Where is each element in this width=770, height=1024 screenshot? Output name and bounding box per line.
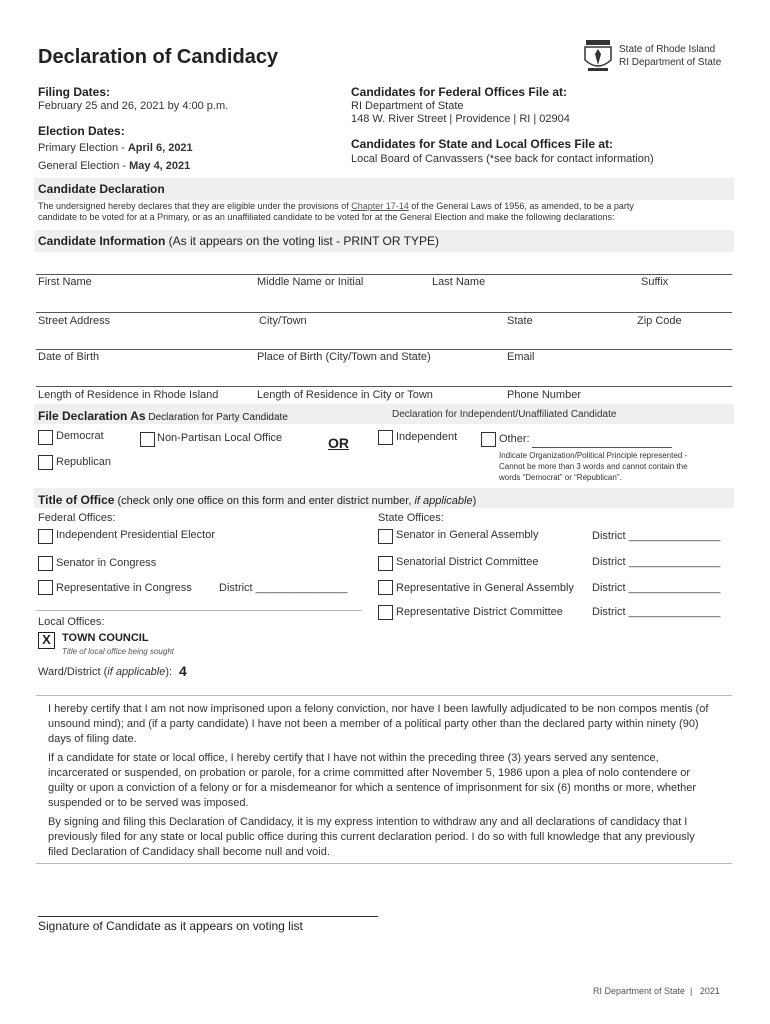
- email-label: Email: [507, 351, 535, 363]
- senator-congress-checkbox[interactable]: [38, 556, 53, 571]
- other-label: Other:: [499, 433, 530, 445]
- pob-label: Place of Birth (City/Town and State): [257, 351, 431, 363]
- senate-committee-checkbox[interactable]: [378, 556, 393, 571]
- rep-congress-district[interactable]: District _______________: [219, 582, 348, 594]
- rep-committee-label: Representative District Committee: [396, 606, 563, 618]
- elector-checkbox[interactable]: [38, 529, 53, 544]
- rep-committee-checkbox[interactable]: [378, 605, 393, 620]
- local-office-checkbox[interactable]: X: [38, 632, 55, 649]
- signature-line[interactable]: [38, 916, 378, 917]
- res-city-label: Length of Residence in City or Town: [257, 389, 433, 401]
- last-name-label: Last Name: [432, 276, 486, 288]
- local-offices-label: Local Offices:: [38, 616, 105, 628]
- state-filing-line-1: Local Board of Canvassers (*see back for contact information): [351, 153, 654, 165]
- rep-committee-district[interactable]: District _______________: [592, 606, 721, 618]
- other-note-2: Cannot be more than 3 words and cannot contain the: [499, 462, 688, 471]
- rep-congress-label: Representative in Congress: [56, 582, 192, 594]
- other-note-3: words “Democrat” or “Republican”.: [499, 473, 622, 482]
- ward-label: Ward/District (if applicable):: [38, 666, 173, 678]
- republican-label: Republican: [56, 456, 112, 468]
- nonpartisan-label: Non-Partisan Local Office: [157, 432, 283, 444]
- independent-label: Independent: [396, 431, 458, 443]
- or-divider: OR: [328, 435, 349, 451]
- other-checkbox[interactable]: [481, 432, 496, 447]
- rep-ga-label: Representative in General Assembly: [396, 582, 574, 594]
- federal-filing-line-2: 148 W. River Street | Providence | RI | 02904: [351, 113, 570, 125]
- local-office-caption: Title of local office being sought: [62, 647, 174, 656]
- zip-label: Zip Code: [637, 315, 682, 327]
- independent-checkbox[interactable]: [378, 430, 393, 445]
- footer-text: RI Department of State | 2021: [593, 986, 720, 996]
- street-label: Street Address: [38, 315, 111, 327]
- state-label: State: [507, 315, 533, 327]
- declaration-text-2: candidate to be voted for at a Primary, or as an unaffiliated candidate to be voted for at the General Election and make the following declarations:: [38, 212, 615, 222]
- federal-filing-heading: Candidates for Federal Offices File at:: [351, 85, 568, 99]
- signature-label: Signature of Candidate as it appears on voting list: [38, 919, 303, 933]
- cert-paragraph-3: By signing and filing this Declaration of Candidacy, it is my express intention to withdraw any and all declarations of candidacy that I previously filed for any state or local public office during this current declaration period. I do so with full knowledge that any previously filed Declaration of Candidacy shall become null and void.: [48, 816, 695, 858]
- senate-committee-label: Senatorial District Committee: [396, 556, 539, 568]
- page-title: Declaration of Candidacy: [38, 46, 279, 68]
- rep-congress-checkbox[interactable]: [38, 580, 53, 595]
- filing-dates-heading: Filing Dates:: [38, 85, 111, 99]
- ward-value[interactable]: 4: [179, 663, 187, 679]
- democrat-checkbox[interactable]: [38, 430, 53, 445]
- state-filing-heading: Candidates for State and Local Offices File at:: [351, 137, 614, 151]
- senator-ga-checkbox[interactable]: [378, 529, 393, 544]
- rep-ga-checkbox[interactable]: [378, 580, 393, 595]
- address-line[interactable]: [36, 312, 732, 313]
- nonpartisan-checkbox[interactable]: [140, 432, 155, 447]
- declaration-heading: Candidate Declaration: [38, 182, 165, 196]
- candidate-info-heading: Candidate Information (As it appears on the voting list - PRINT OR TYPE): [38, 234, 439, 248]
- office-heading: Title of Office (check only one office on this form and enter district number, if applicable): [38, 493, 477, 507]
- other-input[interactable]: [532, 447, 672, 448]
- federal-filing-line-1: RI Department of State: [351, 100, 464, 112]
- senate-committee-district[interactable]: District _______________: [592, 556, 721, 568]
- federal-offices-label: Federal Offices:: [38, 512, 116, 524]
- republican-checkbox[interactable]: [38, 455, 53, 470]
- res-ri-label: Length of Residence in Rhode Island: [38, 389, 219, 401]
- local-office-value[interactable]: TOWN COUNCIL: [62, 632, 149, 644]
- cert-bottom-divider: [36, 863, 732, 864]
- indep-decl-label: Declaration for Independent/Unaffiliated Candidate: [392, 409, 617, 420]
- file-decl-heading: File Declaration As Declaration for Party Candidate: [38, 409, 288, 423]
- elector-label: Independent Presidential Elector: [56, 529, 215, 541]
- city-label: City/Town: [259, 315, 307, 327]
- senator-ga-district[interactable]: District _______________: [592, 530, 721, 542]
- agency-line-2: RI Department of State: [619, 57, 722, 68]
- suffix-label: Suffix: [641, 276, 669, 288]
- local-divider: [36, 610, 362, 611]
- rep-ga-district[interactable]: District _______________: [592, 582, 721, 594]
- birth-line[interactable]: [36, 349, 732, 350]
- filing-dates: February 25 and 26, 2021 by 4:00 p.m.: [38, 100, 229, 112]
- cert-paragraph-1: I hereby certify that I am not now imprisoned upon a felony conviction, nor have I been lawfully adjudicated to be non compos mentis (of unsound mind); and (if a party candidate) I have not been a member of a political party other than the declared party within ninety (90) days of filing date.: [48, 703, 709, 745]
- declaration-text-1: The undersigned hereby declares that they are eligible under the provisions of Chapter 17-14 of the General Laws of 1956, as amended, to be a party: [38, 201, 634, 211]
- democrat-label: Democrat: [56, 430, 104, 442]
- election-dates-heading: Election Dates:: [38, 124, 125, 138]
- agency-line-1: State of Rhode Island: [619, 44, 716, 55]
- middle-name-label: Middle Name or Initial: [257, 276, 364, 288]
- senator-ga-label: Senator in General Assembly: [396, 529, 539, 541]
- chapter-link[interactable]: Chapter 17-14: [351, 201, 409, 211]
- name-line[interactable]: [36, 274, 732, 275]
- dob-label: Date of Birth: [38, 351, 100, 363]
- cert-top-divider: [36, 695, 732, 696]
- phone-label: Phone Number: [507, 389, 581, 401]
- state-seal-icon: [580, 38, 616, 74]
- general-election: General Election - May 4, 2021: [38, 160, 191, 172]
- primary-election: Primary Election - April 6, 2021: [38, 142, 193, 154]
- other-note-1: Indicate Organization/Political Principle represented -: [499, 451, 688, 460]
- residence-line[interactable]: [36, 386, 732, 387]
- state-offices-label: State Offices:: [378, 512, 444, 524]
- cert-paragraph-2: If a candidate for state or local office, I hereby certify that I have not within the preceding three (3) years served any sentence, incarcerated or suspended, on probation or parole, for a crime committed after November 5, 1986 upon a plea of nolo contendere or guilty or upon a conviction of a felony or for a misdemeanor for which a sentence of imprisonment for six (6) months or more, whether suspended or to be served was imposed.: [48, 752, 697, 809]
- first-name-label: First Name: [38, 276, 92, 288]
- senator-congress-label: Senator in Congress: [56, 557, 157, 569]
